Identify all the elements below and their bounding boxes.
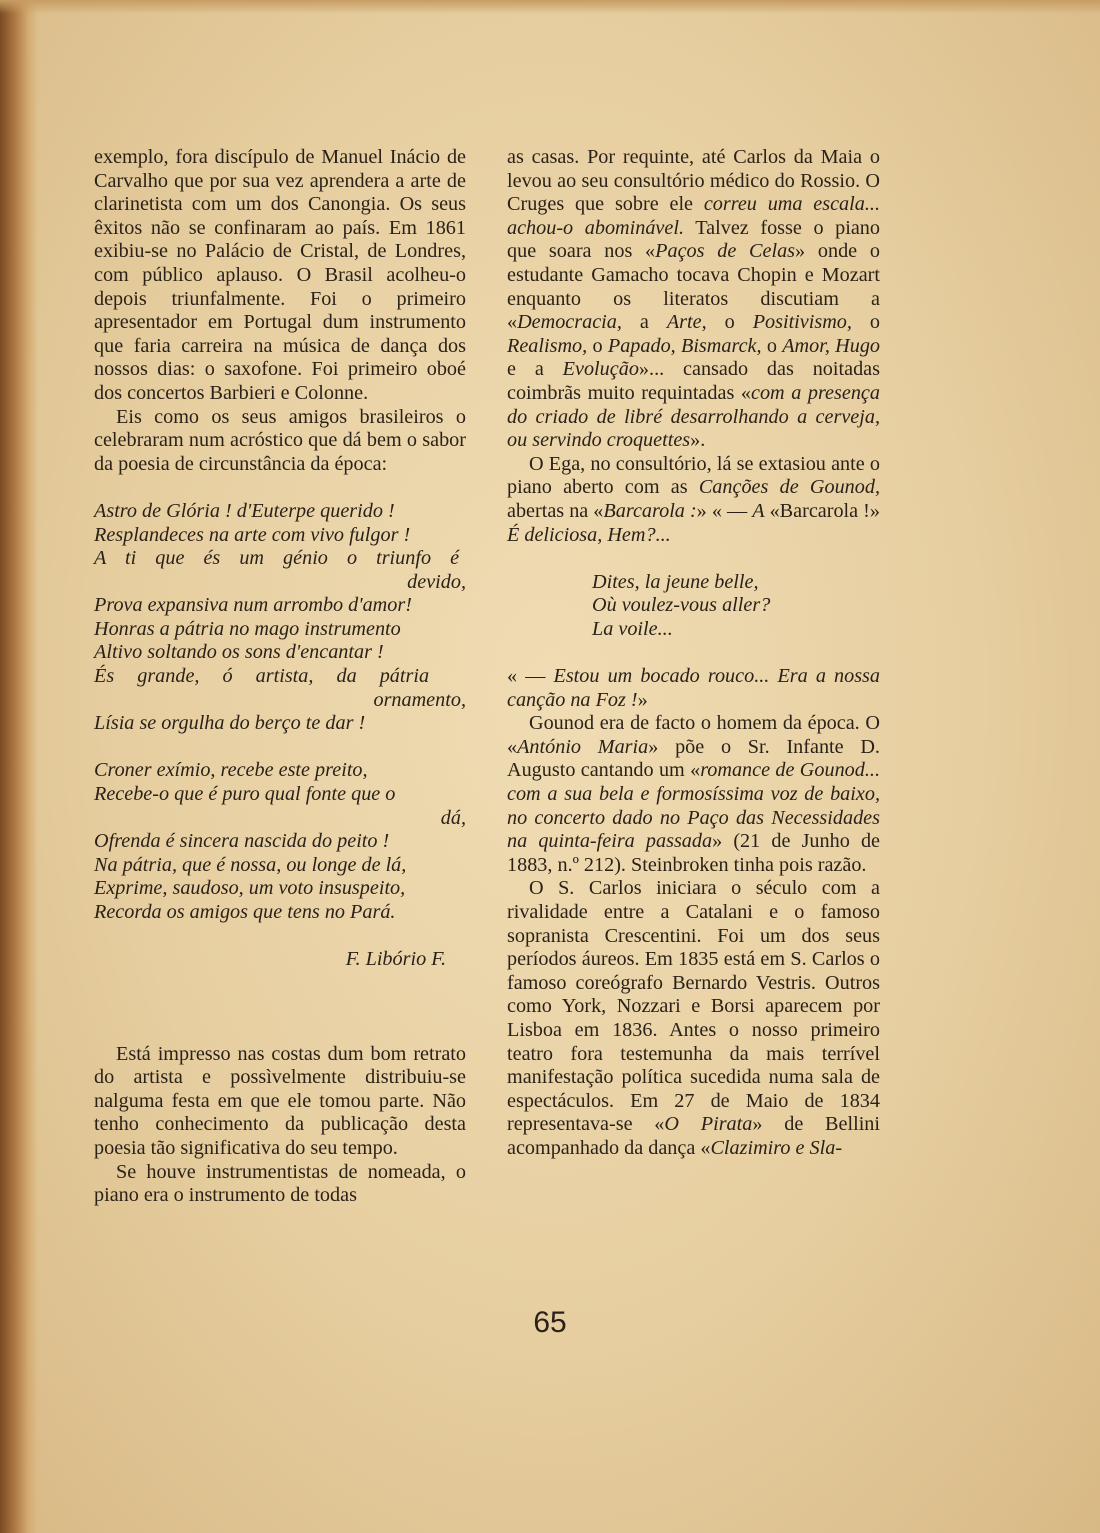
text-run: Arte, [666,311,707,334]
text-run: » (21 de Junho de 1883, n.º 212). Steinbroken tinha pois razão. [507,830,880,876]
poem-line: Exprime, saudoso, um voto insuspeito, [94,877,406,900]
paragraph [507,146,880,453]
text-run: o [706,311,753,334]
poem-line: A ti que és um génio o triunfo é [94,547,460,570]
poem-line: Croner exímio, recebe este preito, [94,759,368,782]
text-run: » onde o estudante Gamacho tocava Chopin e Mozart enquanto os literatos discutiam a « [507,240,880,334]
paragraph: Está impresso nas costas dum bom retrato do artista e possìvelmente distribuiu-se nalguma festa em que ele tomou parte. Não tenho conhecimento da publicação desta poesia tão significativa do seu tempo. [94,1042,466,1159]
text-run: o [851,311,881,334]
right-column [507,146,880,1161]
text-run: »... cansado das noitadas coimbrãs muito requintadas « [507,358,880,404]
text-run: Canções de Gounod, [698,476,880,499]
text-run: É deliciosa, Hem?... [507,523,671,546]
text-run: O Pirata [664,1113,753,1136]
poem-signature: F. Libório F. [345,948,446,971]
poem-line: És grande, ó artista, da pátria [94,665,430,688]
text-run: Paços de Celas [655,240,796,263]
spacer [507,641,880,665]
text-run: » de Bellini acompanhado da dança « [507,1113,881,1159]
paragraph [507,665,880,712]
poem-line: ornamento, [373,688,466,711]
text-run: «Barcarola !» [764,499,880,522]
poem-line: Prova expansiva num arrombo d'amor! [94,594,412,617]
lyric-line: Dites, la jeune belle, [592,570,759,593]
paragraph [507,712,880,877]
text-run: Realismo, [507,334,588,357]
text-run: a [621,311,667,334]
poem-line: Resplandeces na arte com vivo fulgor ! [94,523,411,546]
text-run: O S. Carlos iniciara o século com a rivalidade entre a Catalani e o famoso sopranista Crescentini. Foi um dos seus períodos áureos. Em 1835 está em S. Carlos o famoso coreógrafo Bernardo Vestris. Outros como York, Nozzari e Borsi aparecem por Lisboa em 1836. Antes o nosso primeiro teatro fora testemunha da mais terrível manifestação política sucedida numa sala de espectáculos. Em 27 de Maio de 1834 representava-se « [507,877,880,1136]
poem-line: Honras a pátria no mago instrumento [94,617,401,640]
poem-line: Astro de Glória ! d'Euterpe querido ! [94,499,395,522]
poem-line: devido, [407,570,466,593]
acrostic-poem-stanza-2 [94,759,466,924]
paragraph [507,453,880,547]
spacer [507,547,880,571]
text-run: romance de Gounod... com a sua bela e formosíssima voz de baixo, no concerto dado no Paço das Necessidades na quinta-feira passada [507,759,880,853]
text-run: Amor, Hugo [782,334,881,357]
lyric-line: La voile... [592,617,673,640]
poem-line: Recorda os amigos que tens no Pará. [94,901,396,923]
text-run: as casas. Por requinte, até Carlos da Maia o levou ao seu consultório médico do Rossio. O Cruges que sobre ele [507,146,880,216]
paragraph [507,877,880,1160]
paragraph: Se houve instrumentistas de nomeada, o piano era o instrumento de todas [94,1160,466,1207]
text-run: » [637,688,648,711]
spacer [94,1019,466,1043]
poem-line: Recebe-o que é puro qual fonte que o [94,783,396,806]
text-run: abertas na « [507,499,604,522]
page-number: 65 [533,1306,567,1339]
text-run: o [761,334,783,357]
text-run: Clazimiro e Sla- [710,1136,843,1159]
text-run: » põe o Sr. Infante D. Augusto cantando um « [507,735,880,782]
text-run: Barcarola : [603,499,697,522]
text-run: Gounod era de facto o homem da época. O « [507,712,880,758]
text-run: Positivismo, [752,311,852,334]
text-run: Evolução [562,358,639,381]
text-run: A [752,499,765,522]
text-run: e a [507,358,563,381]
poem-line: Altivo soltando os sons d'encantar ! [94,641,384,664]
acrostic-poem-stanza-1 [94,500,466,736]
song-lyrics [592,571,880,642]
text-run: António Maria [517,735,649,758]
text-run: com a presença do criado de libré desarrolhando a cerveja, ou servindo croquettes [507,381,880,452]
text-run: Talvez fosse o piano que soara nos « [507,216,880,263]
text-run: correu uma escala... achou-o abominável. [507,193,880,239]
text-run: o [587,334,608,357]
poem-line: Ofrenda é sincera nascida do peito ! [94,830,390,853]
lyric-line: Où voulez-vous aller? [592,594,771,617]
page-top-shadow [0,0,1100,14]
spacer [94,736,466,760]
text-run: O Ega, no consultório, lá se extasiou ante o piano aberto com as [507,452,880,499]
text-run: « — [507,665,554,688]
text-run: » « — [696,499,753,522]
spacer [94,995,466,1019]
text-run: Papado, Bismarck, [607,334,762,357]
paragraph: exemplo, fora discípulo de Manuel Inácio de Carvalho que por sua vez aprendera a arte de clarinetista com um dos Canongia. Os seus êxitos não se confinaram ao país. Em 1861 exibiu-se no Palácio de Cristal, de Londres, com público aplauso. O Brasil acolheu-o depois triunfalmente. Foi o primeiro apresentador em Portugal dum instrumento que faria carreira na música de dança dos nossos dias: o saxofone. Foi primeiro oboé dos concertos Barbieri e Colonne. [94,146,466,404]
paragraph: Eis como os seus amigos brasileiros o celebraram num acróstico que dá bem o sabor da poesia de circunstância da época: [94,405,466,475]
poem-line: dá, [440,806,466,829]
spacer [94,972,466,996]
text-run: Democracia, [517,311,622,334]
page-edge-shadow [0,0,38,1533]
poem-line: Lísia se orgulha do berço te dar ! [94,712,366,735]
spacer [94,476,466,500]
text-run: ». [690,429,706,452]
text-run: Estou um bocado rouco... Era a nossa canção na Foz ! [507,665,881,711]
spacer [94,925,466,949]
poem-line: Na pátria, que é nossa, ou longe de lá, [94,853,407,876]
left-column [94,146,466,1208]
